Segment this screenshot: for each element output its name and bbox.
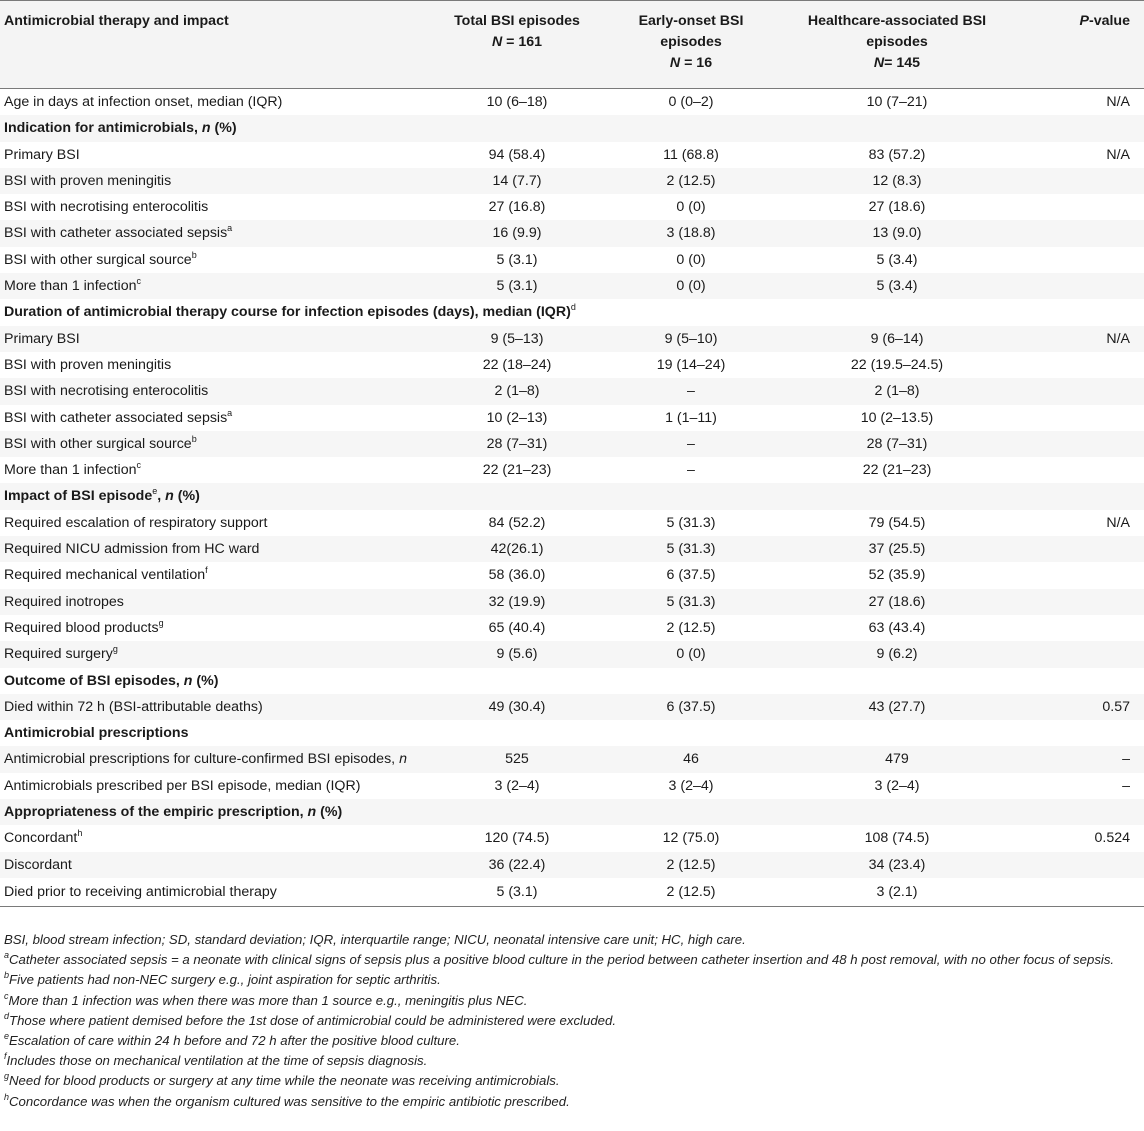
row-label: BSI with necrotising enterocolitis: [0, 378, 432, 404]
cell-hc: 12 (8.3): [780, 168, 1014, 194]
section-label: Antimicrobial prescriptions: [4, 725, 189, 742]
footnote-a: $^a$Catheter associated sepsis = a neonate with clinical signs of sepsis plus a positive blood culture in the period between catheter insertion and 48 h post removal, with no other focus of sepsis.: [4, 950, 1115, 968]
table-row: [0, 405, 1144, 431]
table-row: [0, 878, 1144, 907]
cell-total: 5 (3.1): [432, 878, 602, 907]
header-total: Total BSI episodes N = 161: [432, 1, 602, 89]
cell-total: 3 (2–4): [494, 777, 540, 794]
table-footnotes: [4, 930, 1140, 1112]
cell-pvalue: [1014, 457, 1144, 483]
cell-hc: 22 (21–23): [862, 462, 932, 479]
cell-total: 94 (58.4): [488, 146, 546, 163]
cell-pvalue: N/A: [1106, 94, 1130, 110]
row-label: More than 1 infection$^c$: [0, 273, 432, 299]
cell-total: 42(26.1): [432, 536, 602, 562]
table-row: [0, 825, 1144, 851]
cell-hc: 3 (2.1): [780, 878, 1014, 907]
cell-early: 2 (12.5): [602, 878, 780, 907]
cell-pvalue: [1014, 352, 1144, 378]
cell-early: 3 (2–4): [668, 777, 714, 794]
cell-early: 6 (37.5): [666, 567, 716, 584]
cell-total: 5 (3.1): [496, 251, 538, 268]
row-label: BSI with proven meningitis: [0, 168, 432, 194]
row-label: Required escalation of respiratory support: [4, 514, 268, 531]
cell-early: 6 (37.5): [602, 694, 780, 720]
cell-hc: 108 (74.5): [864, 830, 930, 847]
cell-hc: 28 (7–31): [780, 431, 1014, 457]
row-label: Discordant: [0, 852, 432, 878]
cell-total: 27 (16.8): [488, 199, 546, 216]
cell-total: 9 (5.6): [432, 641, 602, 667]
cell-early: 9 (5–10): [602, 326, 780, 352]
table-row: [0, 641, 1144, 667]
table-row: [0, 352, 1144, 378]
cell-pvalue: N/A: [1106, 146, 1130, 163]
row-label: Concordant$^h$: [4, 828, 83, 847]
table-row: [0, 746, 1144, 772]
cell-pvalue: 0.524: [1094, 830, 1130, 847]
cell-early: 0 (0–2): [668, 94, 714, 110]
cell-pvalue: [1014, 378, 1144, 404]
cell-hc: 27 (18.6): [868, 199, 926, 216]
table-row: [0, 247, 1144, 273]
cell-hc: 9 (6–14): [780, 326, 1014, 352]
cell-early: 46: [602, 746, 780, 772]
cell-early: 2 (12.5): [666, 619, 716, 636]
section-label: Duration of antimicrobial therapy course for infection episodes (days), median (IQR)$^d$: [4, 302, 576, 321]
cell-hc: 10 (7–21): [866, 94, 928, 110]
table-row: [0, 378, 1144, 404]
cell-total: 22 (18–24): [482, 356, 552, 373]
cell-early: 5 (31.3): [602, 536, 780, 562]
header-early: Early-onset BSI episodes N = 16: [602, 1, 780, 89]
cell-pvalue: [1014, 615, 1144, 641]
cell-early: 5 (31.3): [602, 589, 780, 615]
footnote-h: $^h$Concordance was when the organism cultured was sensitive to the empiric antibiotic prescribed.: [4, 1091, 570, 1109]
table-row: [0, 457, 1144, 483]
cell-hc: 79 (54.5): [868, 514, 926, 531]
table-row: [0, 773, 1144, 799]
row-label: BSI with proven meningitis: [4, 356, 172, 373]
cell-total: 84 (52.2): [488, 514, 546, 531]
cell-pvalue: [1014, 852, 1144, 878]
cell-hc: 52 (35.9): [868, 567, 926, 584]
cell-total: 9 (5–13): [432, 326, 602, 352]
row-label: Antimicrobials prescribed per BSI episode, median (IQR): [4, 777, 361, 794]
table-row: [0, 168, 1144, 194]
cell-total: 14 (7.7): [432, 168, 602, 194]
row-label: Died prior to receiving antimicrobial therapy: [0, 878, 432, 907]
cell-pvalue: [1014, 878, 1144, 907]
cell-total: 525: [432, 746, 602, 772]
row-label: Primary BSI: [4, 146, 80, 163]
cell-pvalue: [1014, 247, 1144, 273]
cell-pvalue: [1014, 562, 1144, 588]
cell-early: 12 (75.0): [662, 830, 720, 847]
footnote-e: $^e$Escalation of care within 24 h before and 72 h after the positive blood culture.: [4, 1031, 460, 1049]
table-row: [0, 431, 1144, 457]
row-label: Required inotropes: [0, 589, 432, 615]
cell-pvalue: [1014, 194, 1144, 220]
cell-total: 120 (74.5): [484, 830, 550, 847]
cell-pvalue: –: [1122, 777, 1130, 794]
cell-pvalue: [1014, 220, 1144, 246]
row-label: BSI with necrotising enterocolitis: [4, 199, 209, 216]
cell-pvalue: [1014, 168, 1144, 194]
cell-total: 36 (22.4): [432, 852, 602, 878]
section-heading: [0, 799, 1144, 825]
cell-early: 0 (0): [602, 641, 780, 667]
section-label: Appropriateness of the empiric prescription, n (%): [0, 799, 1144, 825]
section-heading: [0, 299, 1144, 325]
header-pvalue: P-value: [1014, 1, 1144, 89]
row-label: Required blood products$^g$: [4, 617, 164, 636]
cell-early: –: [687, 462, 695, 479]
row-label: Required NICU admission from HC ward: [0, 536, 432, 562]
cell-hc: 83 (57.2): [868, 146, 926, 163]
table-row: [0, 615, 1144, 641]
cell-pvalue: [1014, 405, 1144, 431]
table-row: [0, 562, 1144, 588]
row-label: More than 1 infection$^c$: [4, 460, 141, 479]
table-row: [0, 536, 1144, 562]
cell-pvalue: [1014, 273, 1144, 299]
cell-total: 5 (3.1): [432, 273, 602, 299]
row-label: Age in days at infection onset, median (IQR): [4, 94, 283, 110]
cell-hc: 34 (23.4): [780, 852, 1014, 878]
cell-pvalue: [1014, 641, 1144, 667]
row-label: Required mechanical ventilation$^f$: [4, 565, 208, 584]
cell-total: 22 (21–23): [482, 462, 552, 479]
row-label: BSI with other surgical source$^b$: [4, 249, 197, 268]
table-header: [0, 1, 1144, 89]
cell-early: –: [602, 431, 780, 457]
cell-early: 2 (12.5): [602, 168, 780, 194]
cell-hc: 37 (25.5): [780, 536, 1014, 562]
cell-early: 0 (0): [676, 251, 706, 268]
cell-total: 28 (7–31): [432, 431, 602, 457]
cell-pvalue: [1014, 536, 1144, 562]
cell-total: 10 (2–13): [486, 409, 548, 426]
row-label: Died within 72 h (BSI-attributable deaths): [0, 694, 432, 720]
cell-early: 0 (0): [676, 199, 706, 216]
cell-total: 58 (36.0): [488, 567, 546, 584]
cell-early: 19 (14–24): [656, 356, 726, 373]
section-heading: [0, 115, 1144, 141]
cell-early: –: [602, 378, 780, 404]
cell-early: 0 (0): [602, 273, 780, 299]
section-heading: [0, 720, 1144, 746]
cell-hc: 27 (18.6): [780, 589, 1014, 615]
row-label: BSI with other surgical source$^b$: [0, 431, 432, 457]
row-label: Required surgery$^g$: [0, 641, 432, 667]
row-label: Antimicrobial prescriptions for culture-confirmed BSI episodes, n: [0, 746, 432, 772]
section-heading: [0, 668, 1144, 694]
section-heading: [0, 483, 1144, 509]
cell-total: 65 (40.4): [488, 619, 546, 636]
cell-total: 49 (30.4): [432, 694, 602, 720]
header-measure: Antimicrobial therapy and impact: [0, 1, 432, 89]
footnote-c: $^c$More than 1 infection was when there was more than 1 source e.g., meningitis plus NEC.: [4, 990, 528, 1008]
cell-hc: 43 (27.7): [780, 694, 1014, 720]
cell-hc: 9 (6.2): [780, 641, 1014, 667]
cell-total: 16 (9.9): [432, 220, 602, 246]
cell-hc: 22 (19.5–24.5): [850, 356, 944, 373]
table-row: [0, 142, 1144, 168]
section-label: Indication for antimicrobials, n (%): [0, 115, 1144, 141]
table-row: [0, 326, 1144, 352]
footnote-d: $^d$Those where patient demised before the 1st dose of antimicrobial could be administered were excluded.: [4, 1010, 616, 1028]
cell-hc: 10 (2–13.5): [860, 409, 934, 426]
cell-pvalue: N/A: [1106, 514, 1130, 531]
cell-hc: 3 (2–4): [874, 777, 920, 794]
table-row: [0, 510, 1144, 536]
row-label: Primary BSI: [0, 326, 432, 352]
cell-early: 11 (68.8): [663, 146, 719, 163]
cell-early: 2 (12.5): [602, 852, 780, 878]
cell-hc: 5 (3.4): [780, 273, 1014, 299]
cell-pvalue: 0.57: [1014, 694, 1144, 720]
table-row: [0, 589, 1144, 615]
cell-hc: 2 (1–8): [780, 378, 1014, 404]
cell-pvalue: –: [1014, 746, 1144, 772]
table-row: [0, 694, 1144, 720]
section-label: Impact of BSI episode$^e$, n (%): [0, 483, 1144, 509]
footnote-g: $^g$Need for blood products or surgery at any time while the neonate was receiving antimicrobials.: [4, 1071, 560, 1089]
table-row: [0, 220, 1144, 246]
table-row: [0, 194, 1144, 220]
header-hc: Healthcare-associated BSI episodes N= 145: [780, 1, 1014, 89]
cell-pvalue: [1014, 589, 1144, 615]
cell-total: 2 (1–8): [432, 378, 602, 404]
cell-hc: 63 (43.4): [868, 619, 926, 636]
footnote-abbreviations: BSI, blood stream infection; SD, standard deviation; IQR, interquartile range; NICU, neonatal intensive care unit; HC, high care.: [4, 932, 746, 947]
row-label: BSI with catheter associated sepsis$^a$: [0, 220, 432, 246]
cell-hc: 479: [780, 746, 1014, 772]
table-row: [0, 852, 1144, 878]
footnote-b: $^b$Five patients had non-NEC surgery e.g., joint aspiration for septic arthritis.: [4, 970, 441, 988]
table-row: [0, 89, 1144, 116]
section-label: Outcome of BSI episodes, n (%): [4, 672, 219, 689]
cell-early: 3 (18.8): [602, 220, 780, 246]
table-row: [0, 273, 1144, 299]
cell-pvalue: N/A: [1014, 326, 1144, 352]
cell-early: 1 (1–11): [665, 409, 717, 426]
cell-hc: 13 (9.0): [780, 220, 1014, 246]
cell-hc: 5 (3.4): [876, 251, 918, 268]
cell-early: 5 (31.3): [666, 514, 716, 531]
cell-pvalue: [1014, 431, 1144, 457]
row-label: BSI with catheter associated sepsis$^a$: [4, 407, 233, 426]
cell-total: 10 (6–18): [486, 94, 548, 110]
footnote-f: $^f$Includes those on mechanical ventilation at the time of sepsis diagnosis.: [4, 1051, 428, 1069]
cell-total: 32 (19.9): [432, 589, 602, 615]
